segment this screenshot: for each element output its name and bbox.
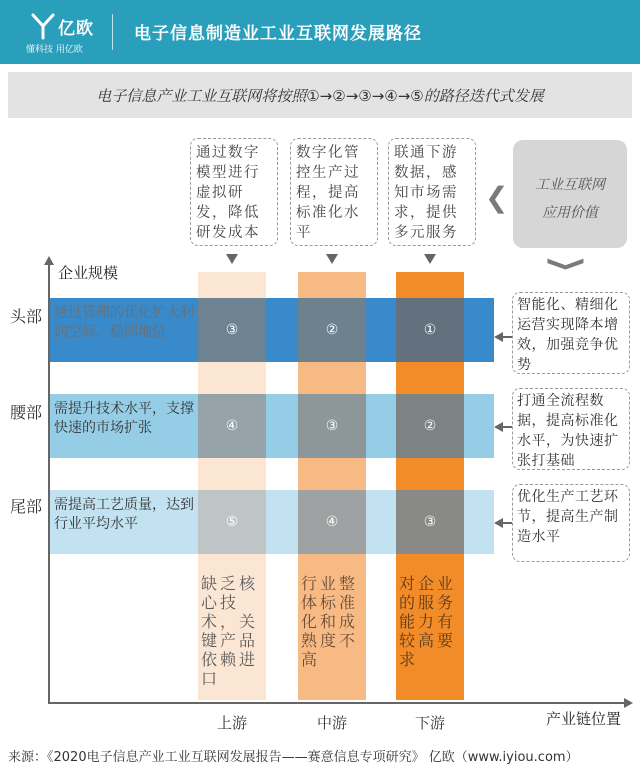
subtitle-bar: [8, 72, 632, 118]
logo: [22, 8, 102, 56]
upstream-note: 缺乏核心技术，关键产品依赖进口: [201, 574, 259, 688]
header-divider: [112, 14, 113, 50]
header-bar: [0, 0, 640, 64]
page-title: 电子信息制造业工业互联网发展路径: [134, 24, 422, 44]
value-card-line2: 应用价值: [542, 205, 598, 221]
step-cell: ③: [198, 298, 266, 362]
step-cell: ②: [396, 394, 464, 458]
x-axis: [48, 702, 626, 704]
head-arrow-stem: [502, 336, 512, 338]
value-card: [513, 140, 627, 248]
waist-benefit-box: 打通全流程数据，提高标准化水平，为快速扩张打基础: [512, 388, 630, 470]
logo-name: 亿欧: [58, 19, 94, 39]
tail-left-arrow-icon: [494, 518, 503, 528]
downstream-approach-box: 联通下游数据，感知市场需求，提供多元服务: [388, 138, 476, 246]
tail-arrow-stem: [502, 522, 512, 524]
downstream-down-arrow-icon: [424, 254, 436, 264]
x-axis-label: 产业链位置: [546, 710, 622, 728]
x-axis-arrow-icon: [624, 698, 633, 708]
step-cell: ③: [396, 490, 464, 554]
step-cell: ①: [396, 298, 464, 362]
upstream-down-arrow-icon: [226, 254, 238, 264]
chevron-down-icon: ❯: [546, 255, 590, 273]
y-axis: [48, 262, 50, 704]
logo-slogan: 懂科技 用亿欧: [26, 45, 83, 55]
column-label-upstream: 上游: [216, 714, 247, 732]
upstream-approach-box: 通过数字模型进行虚拟研发，降低研发成本: [190, 138, 278, 246]
column-label-downstream: 下游: [414, 714, 445, 732]
downstream-note: 对企业的服务能力有较高要求: [399, 574, 457, 669]
y-axis-arrow-icon: [44, 256, 54, 265]
step-cell: ⑤: [198, 490, 266, 554]
chevron-left-icon: ❮: [485, 181, 509, 214]
column-label-midstream: 中游: [316, 714, 347, 732]
head-band-text: 通过管理的优化扩大利润空间、稳固地位: [54, 305, 194, 340]
row-label-waist: 腰部: [10, 403, 43, 422]
waist-band-text: 需提升技术水平，支撑快速的市场扩张: [54, 401, 194, 436]
midstream-approach-box: 数字化管控生产过程，提高标准化水平: [290, 138, 378, 246]
midstream-note: 行业整体标准化和成熟度不高: [301, 574, 359, 669]
head-left-arrow-icon: [494, 332, 503, 342]
source-note: 来源：《2020电子信息产业工业互联网发展报告——赛意信息专项研究》 亿欧（www.iyiou.com）: [8, 750, 579, 765]
row-label-tail: 尾部: [10, 497, 43, 516]
step-cell: ②: [298, 298, 366, 362]
logo-icon: [30, 12, 56, 40]
y-axis-label: 企业规模: [58, 264, 119, 282]
value-card-line1: 工业互联网: [535, 177, 605, 193]
row-label-head: 头部: [10, 307, 43, 326]
subtitle: 电子信息产业工业互联网将按照①→②→③→④→⑤的路径迭代式发展: [96, 87, 544, 105]
head-benefit-box: 智能化、精细化运营实现降本增效，加强竞争优势: [512, 292, 630, 374]
step-cell: ④: [198, 394, 266, 458]
step-cell: ④: [298, 490, 366, 554]
tail-benefit-box: 优化生产工艺环节，提高生产制造水平: [512, 484, 630, 562]
step-cell: ③: [298, 394, 366, 458]
tail-band-text: 需提高工艺质量，达到行业平均水平: [54, 497, 194, 532]
waist-left-arrow-icon: [494, 422, 503, 432]
midstream-down-arrow-icon: [326, 254, 338, 264]
waist-arrow-stem: [502, 426, 512, 428]
